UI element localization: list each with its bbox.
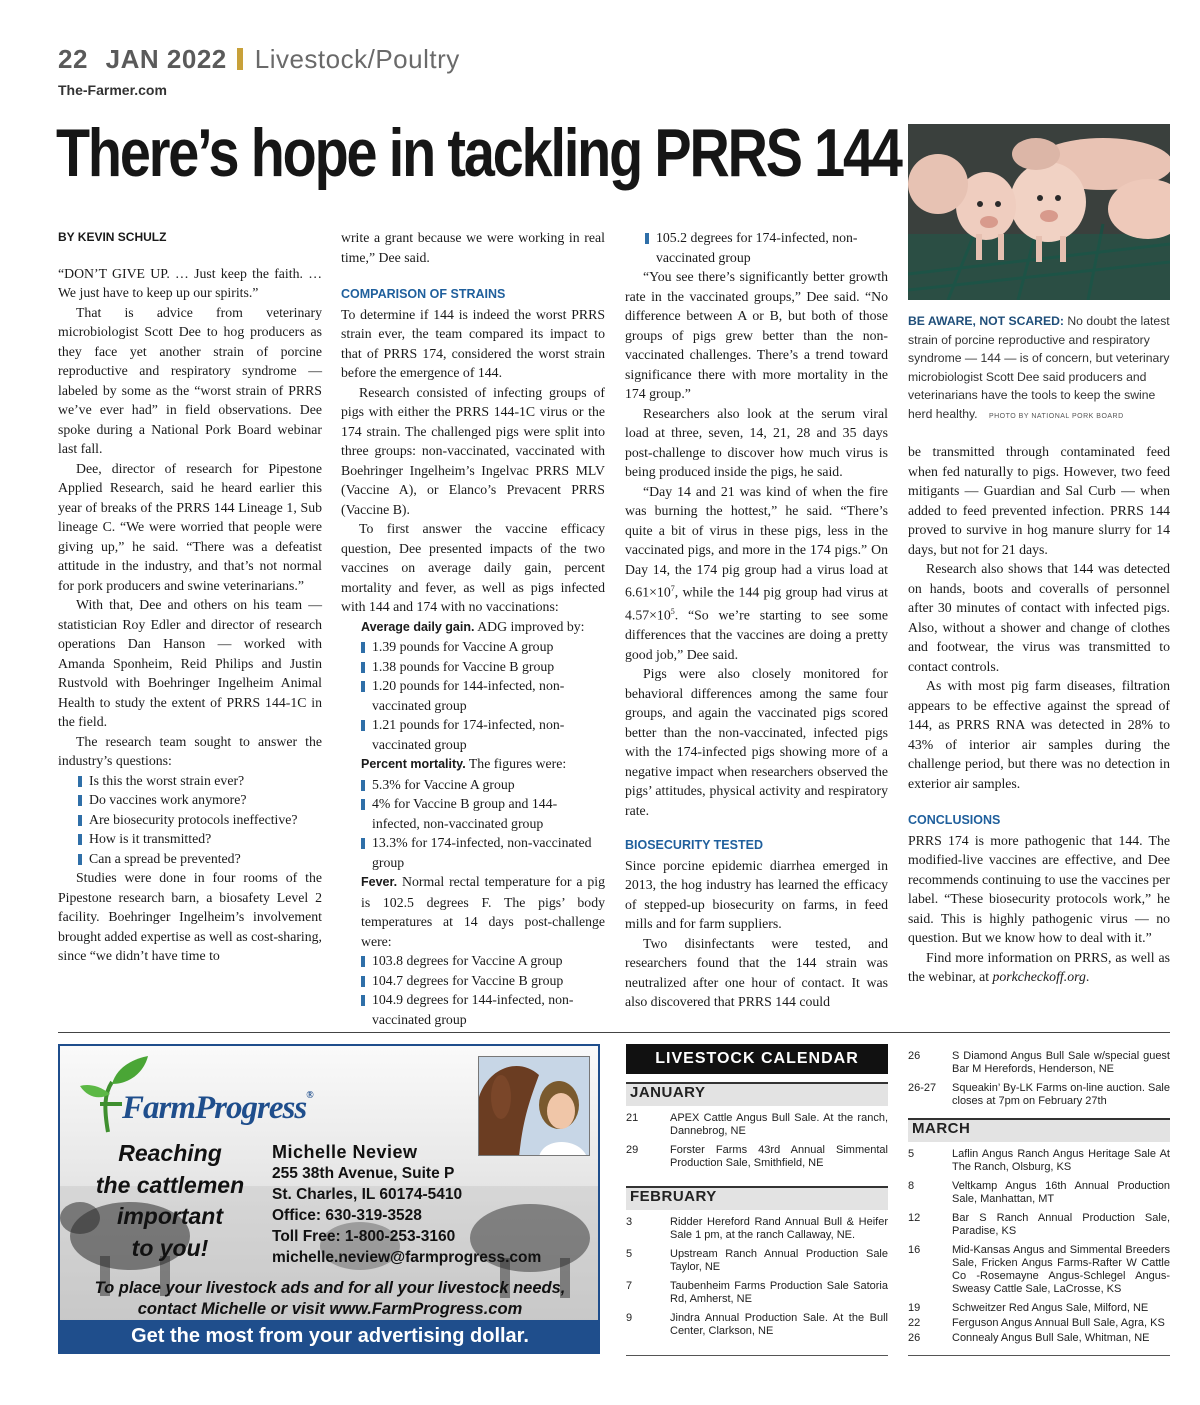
article-paragraph: write a grant because we were working in real time,” Dee said. [341,230,605,265]
event-day: 16 [908,1244,921,1256]
article-paragraph: Dee, director of research for Pipestone Applied Research, said he heard earlier this year of breaks of the PRRS 144 Lineage 1, Sub lineage C. “We were worried that people were giving up,” he said. “There was a defeatist attitude in the industry, and that’s not normal for pork producers and swine veterinarians.” [58,460,322,593]
event-text: Bar S Ranch Annual Production Sale, Paradise, KS [952,1212,1170,1237]
caption-text: No doubt the latest strain of porcine reproductive and respiratory syndrome — 144 — is of concern, but veterinary microbiologist Scott Dee said producers and veterinarians have the tools to keep the swine herd healthy. [908,314,1170,421]
cta-line[interactable]: contact Michelle or visit www.FarmProgress.com [137,1300,523,1318]
contact-address: 255 38th Avenue, Suite P [272,1165,455,1182]
calendar-event [626,1216,888,1242]
article-paragraph: PRRS 174 is more pathogenic that 144. The modified-live vaccines are effective, and Dee recommends continuing to use the vaccines per label. “These biosecurity protocols work,” he said. This is highly pathogenic virus — no question. But we know how to deal with it.” [908,832,1170,945]
page-folio [58,44,460,75]
michelle-portrait [478,1056,590,1156]
contact-office-phone[interactable]: Office: 630-319-3528 [272,1207,422,1224]
article-paragraph: As with most pig farm diseases, filtration appears to be effective against the spread of 144, as PRRS RNA was detected in 28% to 43% of interior air samples during the challenge period, but there was no detection in exterior air samples. [908,678,1170,791]
calendar-event [626,1312,888,1338]
list-item: 4% for Vaccine B group and 144-infected, non-vaccinated group [341,794,605,833]
event-day: 22 [908,1317,921,1329]
caption-lead: BE AWARE, NOT SCARED: [908,314,1064,328]
event-text: Ferguson Angus Annual Bull Sale, Agra, KS [952,1317,1165,1329]
tagline-line: the cattlemen [95,1171,245,1198]
adg-label: Average daily gain. [361,619,475,634]
article-column-3 [625,228,888,1012]
list-item: 104.9 degrees for 144-infected, non-vaccinated group [341,990,605,1029]
article-paragraph [908,948,1170,987]
closing-text: Find more information on PRRS, as well as the webinar, at [908,949,1170,984]
calendar-rule [626,1355,888,1356]
event-text: Squeakin’ By-LK Farms on-line auction. Sale closes at 7pm on February 27th [952,1082,1170,1107]
event-day: 5 [908,1148,915,1160]
photo-caption [908,312,1170,426]
fever-text: Normal rectal temperature for a pig is 102.5 degrees F. The pigs’ body temperatures at 14 days post-challenge were: [361,874,606,949]
contact-name: Michelle Neview [272,1142,418,1162]
article-paragraph: Research consisted of infecting groups of pigs with either the PRRS 144-1C virus or the 174 strain. The challenged pigs were split into three groups: non-vaccinated, vaccinated with Boehringer Ingelheim’s Ingelvac PRRS MLV (Vaccine A), or Elanco’s Prevacent PRRS (Vaccine B). [341,384,605,517]
mortality-heading [341,754,605,775]
list-item: Is this the worst strain ever? [58,771,322,791]
list-item: 13.3% for 174-infected, non-vaccinated group [341,833,605,872]
ad-contact [272,1142,541,1268]
event-text: Jindra Annual Production Sale. At the Bull Center, Clarkson, NE [670,1312,888,1337]
event-text: Veltkamp Angus 16th Annual Production Sale, Manhattan, MT [952,1180,1170,1205]
mortality-text: The figures were: [468,756,567,771]
month-february: FEBRUARY [626,1186,888,1210]
list-item: 1.39 pounds for Vaccine A group [341,637,605,657]
event-text: Ridder Hereford Rand Annual Bull & Heifer Sale 1 pm, at the ranch Callaway, NE. [670,1216,888,1241]
brand-name: FarmProgress [122,1090,307,1126]
event-day: 5 [626,1248,633,1260]
calendar-event [908,1180,1170,1206]
folio-divider [237,48,243,70]
calendar-event [908,1302,1170,1315]
event-text: Taubenheim Farms Production Sale Satoria Rd, Amherst, NE [670,1280,888,1305]
closing-period: . [1085,969,1090,984]
calendar-event [908,1050,1170,1076]
article-paragraph: Pigs were also closely monitored for behavioral differences among the same four groups, and again the vaccinated pigs scored better than the non-vaccinated, infected pigs with the 174-infected pigs showing more of a negative impact when researchers observed the pigs’ attitudes, physical activity and respiratory rate. [625,666,888,818]
exponent: 5 [670,607,675,617]
list-item: Are biosecurity protocols ineffective? [58,810,322,830]
calendar-event [908,1148,1170,1174]
event-day: 3 [626,1216,633,1228]
event-day: 26 [908,1332,921,1344]
event-day: 7 [626,1280,633,1292]
exponent: 7 [670,584,675,593]
mortality-list [341,775,605,873]
list-item: 103.8 degrees for Vaccine A group [341,951,605,971]
event-day: 29 [626,1144,639,1156]
article-paragraph: Researchers also look at the serum viral load at three, seven, 14, 21, 28 and 35 days post-challenge to discover how much virus is being produced inside the pigs, he said. [625,405,888,479]
article-column-1 [58,228,322,966]
calendar-title: LIVESTOCK CALENDAR [626,1044,888,1074]
section-divider [58,1032,1170,1033]
ad-banner: Get the most from your advertising dollar. [60,1320,600,1352]
event-text: Laflin Angus Ranch Angus Heritage Sale At The Ranch, Olsburg, KS [952,1148,1170,1173]
calendar-event [626,1144,888,1170]
adg-list [341,637,605,754]
page-number: 22 [58,44,88,74]
event-text: Connealy Angus Bull Sale, Whitman, NE [952,1332,1150,1344]
event-text: APEX Cattle Angus Bull Sale. At the ranch, Dannebrog, NE [670,1112,888,1137]
photo-credit: PHOTO BY NATIONAL PORK BOARD [988,412,1124,420]
adg-text: ADG improved by: [477,618,585,634]
ad-tagline [72,1138,268,1264]
calendar-event [908,1212,1170,1238]
list-item: Do vaccines work anymore? [58,790,322,810]
article-paragraph: Studies were done in four rooms of the Pipestone research barn, a biosafety Level 2 facility. Boehringer Ingelheim’s involvement brought added expertise as well as cost-sharing, since “we didn’t have time to [58,870,322,963]
event-text: Schweitzer Red Angus Sale, Milford, NE [952,1302,1149,1314]
adg-heading [341,617,605,638]
article-column-4 [908,442,1170,987]
issue-date: JAN 2022 [105,44,227,74]
calendar-rule [908,1355,1170,1356]
article-paragraph: With that, Dee and others on his team — statistician Roy Edler and director of research operations Dan Hanson — worked with Amanda Sponheim, Reid Philips and Justin Rustvold with Boehringer Ingelheim Animal Health to study the extent of PRRS 144-1C in the field. [58,597,322,729]
questions-list [58,771,322,869]
event-text: S Diamond Angus Bull Sale w/special guest Bar M Herefords, Henderson, NE [952,1050,1170,1075]
calendar-column-1 [626,1078,888,1344]
article-paragraph: be transmitted through contaminated feed when fed naturally to pigs. However, two feed mitigants — Guardian and Sal Curb — when added to feed prevented infection. PRRS 144 proved to survive in hog manure slurry for 14 days, but not for 21 days. [908,444,1170,557]
event-day: 21 [626,1112,639,1124]
fever-list [341,951,605,1029]
calendar-event [626,1248,888,1274]
event-day: 19 [908,1302,921,1314]
list-item: How is it transmitted? [58,829,322,849]
farmprogress-wordmark [122,1090,313,1127]
month-january: JANUARY [626,1082,888,1106]
article-paragraph: “You see there’s significantly better growth rate in the vaccinated groups,” Dee said. “No difference between A or B, but both of those groups of pigs grew better than the non-vaccinated challenges. There’s a trend toward significance there with more mortality in the 174 group.” [625,269,888,401]
list-item: 1.38 pounds for Vaccine B group [341,657,605,677]
registered-mark: ® [306,1090,313,1101]
ad-call-to-action [60,1278,600,1320]
article-paragraph: That is advice from veterinary microbiologist Scott Dee to hog producers as they face yet another strain of porcine reproductive and respiratory syndrome — labeled by some as the “worst strain of PRRS we’ve ever had” in field observations. Dee spoke during a National Pork Board webinar last fall. [58,304,322,456]
tagline-line: Reaching [118,1140,222,1166]
calendar-event [908,1332,1170,1345]
list-item: Can a spread be prevented? [58,849,322,869]
event-day: 26 [908,1050,921,1062]
contact-city: St. Charles, IL 60174-5410 [272,1186,463,1203]
calendar-event [908,1317,1170,1330]
fever-label: Fever. [361,875,398,889]
article-paragraph: “DON’T GIVE UP. … Just keep the faith. … We just have to keep up our spirits.” [58,265,322,300]
calendar-column-2 [908,1050,1170,1351]
list-item: 1.20 pounds for 144-infected, non-vaccinated group [341,676,605,715]
event-day: 8 [908,1180,915,1192]
fever-list-continued [625,228,888,267]
byline: BY KEVIN SCHULZ [58,230,167,244]
list-item: 5.3% for Vaccine A group [341,775,605,795]
article-paragraph: The research team sought to answer the industry’s questions: [58,733,322,768]
subhead-conclusions: CONCLUSIONS [908,813,1001,827]
list-item: 1.21 pounds for 174-infected, non-vaccinated group [341,715,605,754]
article-column-2 [341,228,605,1029]
tagline-line: to you! [131,1234,209,1261]
section-name: Livestock/Poultry [254,44,460,74]
virus-text: “Day 14 and 21 was kind of when the fire was burning the hottest,” he said. “There’s quite a bit of virus in these pigs, less in the vaccinated pigs, and more in the 174 pigs.” On Day 14, the 174 pig group had a virus load at 6.61×10 [625,483,888,600]
month-march: MARCH [908,1118,1170,1142]
farmprogress-ad[interactable] [58,1044,600,1354]
headline: There’s hope in tackling PRRS 144 [56,115,901,191]
event-day: 9 [626,1312,633,1324]
piglets-photo [908,124,1170,300]
calendar-event [626,1280,888,1306]
virus-text: , while the 144 pig group had virus at 4.57×10 [625,584,888,623]
article-paragraph [625,482,888,665]
contact-tollfree-phone[interactable]: Toll Free: 1-800-253-3160 [272,1228,456,1245]
fever-heading [341,872,605,951]
list-item: 105.2 degrees for 174-infected, non-vaccinated group [625,228,888,267]
cta-line: To place your livestock ads and for all your livestock needs, [94,1279,566,1297]
event-text: Mid-Kansas Angus and Simmental Breeders Sale, Fricken Angus Farms-Rafter W Cattle Co -Rosemayne Angus-Schlegel Angus-Sweasy Cattle Sale, LaCrosse, KS [952,1244,1170,1295]
tagline-line: important [116,1203,224,1229]
event-text: Forster Farms 43rd Annual Simmental Production Sale, Smithfield, NE [670,1144,888,1169]
virus-text: . “So we’re starting to see some differences that the vaccines are doing a pretty good job,” Dee said. [625,607,888,662]
subhead-biosecurity: BIOSECURITY TESTED [625,838,763,853]
contact-email[interactable]: michelle.neview@farmprogress.com [272,1249,542,1266]
list-item: 104.7 degrees for Vaccine B group [341,971,605,991]
event-day: 12 [908,1212,921,1224]
article-paragraph: To first answer the vaccine efficacy question, Dee presented impacts of the two vaccines on average daily gain, percent mortality and fever, as well as pigs infected with 144 and 174 with no vaccinations: [341,521,605,614]
calendar-event [908,1244,1170,1296]
article-paragraph: To determine if 144 is indeed the worst PRRS strain ever, the team compared its impact to that of PRRS 174, considered the worst strain before the emergence of 144. [341,306,605,380]
article-paragraph: Two disinfectants were tested, and researchers found that the 144 strain was neutralized after one hour of contact. It was also discovered that PRRS 144 could [625,935,888,1010]
porkcheckoff-link[interactable]: porkcheckoff.org [992,969,1086,984]
site-url: The-Farmer.com [58,82,167,98]
event-text: Upstream Ranch Annual Production Sale Taylor, NE [670,1248,888,1273]
calendar-event [908,1082,1170,1108]
subhead-comparison: COMPARISON OF STRAINS [341,287,506,301]
calendar-event [626,1112,888,1138]
article-paragraph: Since porcine epidemic diarrhea emerged in 2013, the hog industry has learned the efficacy of stepped-up biosecurity on farms, in feed mills and for farm suppliers. [625,857,888,932]
mortality-label: Percent mortality. [361,757,466,771]
article-paragraph: Research also shows that 144 was detected on hands, boots and coveralls of personnel after 30 minutes of contact with infected pigs. Also, without a shower and change of clothes and footwear, the virus was transmitted to contact controls. [908,561,1170,674]
event-day: 26-27 [908,1082,937,1094]
